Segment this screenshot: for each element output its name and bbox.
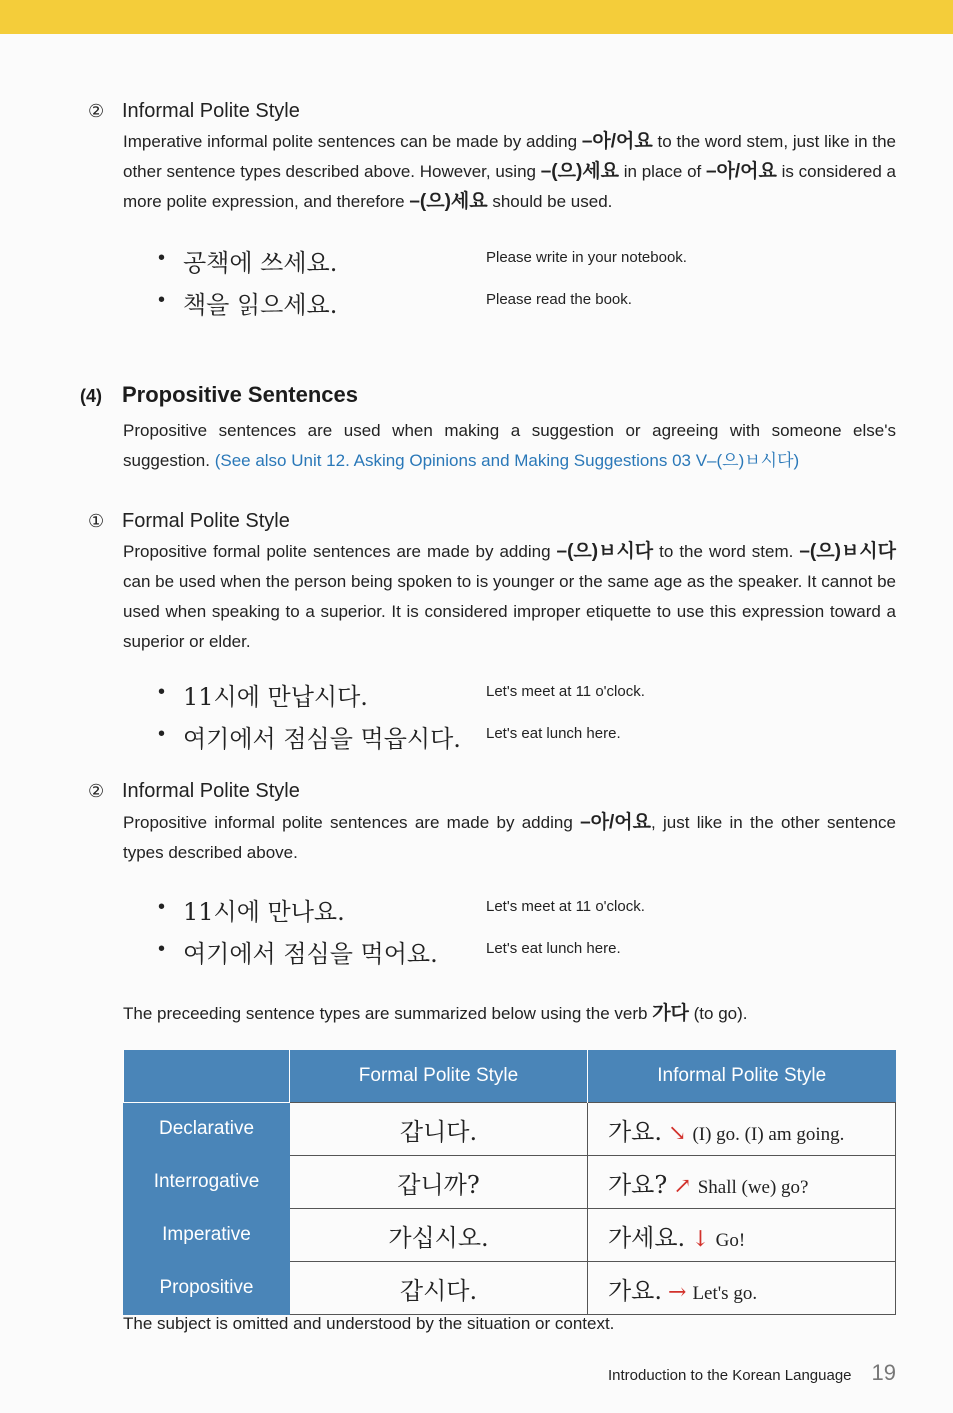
text: Propositive informal polite sentences are made by adding xyxy=(123,813,581,832)
bullet-icon: • xyxy=(158,938,166,960)
grammar-marker: –아/어요 xyxy=(705,161,777,182)
column-header-formal: Formal Polite Style xyxy=(290,1050,588,1103)
informal-polite-paragraph xyxy=(123,808,896,868)
formal-form: 갑시다. xyxy=(290,1262,588,1315)
heading-number: ② xyxy=(88,781,105,801)
imperative-informal-paragraph xyxy=(123,127,896,217)
bullet-icon: • xyxy=(158,896,166,918)
gloss: Shall (we) go? xyxy=(697,1176,809,1198)
summary-table xyxy=(123,1050,896,1315)
level-intonation-icon: → xyxy=(668,1279,687,1305)
korean-sentence: 책을 읽으세요. xyxy=(183,291,338,319)
informal-cell xyxy=(588,1262,896,1315)
text: to the word stem, just like in the other sentence types described above. However, using xyxy=(123,132,896,181)
heading-number: ① xyxy=(88,511,105,531)
grammar-marker: –(으)ㅂ시다 xyxy=(556,541,654,562)
example-sentence xyxy=(158,892,858,932)
heading-title: Formal Polite Style xyxy=(122,510,290,532)
informal-form: 가요? xyxy=(608,1170,668,1199)
english-translation: Please write in your notebook. xyxy=(486,249,687,266)
row-header: Declarative xyxy=(124,1103,290,1156)
row-header: Imperative xyxy=(124,1209,290,1262)
table-row xyxy=(124,1156,896,1209)
cross-reference-link[interactable]: (See also Unit 12. Asking Opinions and Making Suggestions 03 V–(으)ㅂ시다) xyxy=(214,451,800,470)
informal-form: 가요. xyxy=(608,1117,662,1146)
table-row xyxy=(124,1103,896,1156)
example-sentence xyxy=(158,719,858,759)
example-sentence xyxy=(158,677,858,717)
formal-form: 갑니까? xyxy=(290,1156,588,1209)
page-footer xyxy=(608,1360,896,1386)
text: Imperative informal polite sentences can be made by adding xyxy=(123,132,582,151)
example-sentence xyxy=(158,243,858,283)
text: to the word stem. xyxy=(653,542,800,561)
gloss: Let's go. xyxy=(692,1282,758,1304)
korean-sentence: 여기에서 점심을 먹읍시다. xyxy=(183,725,461,753)
formal-polite-paragraph xyxy=(123,537,896,657)
heading-title: Propositive Sentences xyxy=(122,382,358,407)
text: should be used. xyxy=(487,192,613,211)
bullet-icon: • xyxy=(158,289,166,311)
top-color-bar xyxy=(0,0,953,34)
imperative-informal-heading xyxy=(88,100,300,123)
heading-title: Informal Polite Style xyxy=(122,100,300,122)
text: The preceeding sentence types are summarized below using the verb xyxy=(123,1004,653,1023)
informal-form: 가요. xyxy=(608,1276,662,1305)
korean-sentence: 11시에 만나요. xyxy=(183,898,345,926)
bullet-icon: • xyxy=(158,723,166,745)
row-header: Interrogative xyxy=(124,1156,290,1209)
english-translation: Let's meet at 11 o'clock. xyxy=(486,898,645,915)
grammar-marker: –(으)세요 xyxy=(540,161,620,182)
korean-sentence: 11시에 만납시다. xyxy=(183,683,368,711)
row-header: Propositive xyxy=(124,1262,290,1315)
korean-sentence: 여기에서 점심을 먹어요. xyxy=(183,940,438,968)
english-translation: Let's eat lunch here. xyxy=(486,725,621,742)
heading-number: ② xyxy=(88,101,105,121)
column-header-informal: Informal Polite Style xyxy=(588,1050,896,1103)
formal-form: 갑니다. xyxy=(290,1103,588,1156)
table-row xyxy=(124,1262,896,1315)
down-intonation-icon: ↓ xyxy=(691,1226,710,1252)
example-sentence xyxy=(158,285,858,325)
table-row xyxy=(124,1209,896,1262)
bullet-icon: • xyxy=(158,681,166,703)
grammar-marker: –(으)세요 xyxy=(409,191,488,212)
text: , just like in the other sentence types described above. xyxy=(123,813,896,862)
formal-polite-heading xyxy=(88,510,290,533)
text: Propositive sentences are used when making a suggestion or agreeing with someone else's suggestion. xyxy=(123,421,896,470)
falling-intonation-icon: ↘ xyxy=(668,1120,687,1146)
text: is considered a more polite expression, and therefore xyxy=(123,162,896,211)
grammar-marker: –아/어요 xyxy=(580,812,651,833)
informal-form: 가세요. xyxy=(608,1223,686,1252)
table-note: The subject is omitted and understood by the situation or context. xyxy=(123,1314,615,1333)
gloss: (I) go. (I) am going. xyxy=(692,1123,845,1145)
informal-cell xyxy=(588,1209,896,1262)
verb: 가다 xyxy=(652,1003,689,1024)
informal-polite-heading xyxy=(88,780,300,803)
text: can be used when the person being spoken to is younger or the same age as the speaker. It cannot be used when speaking to a superior. It is considered improper etiquette to use this expression toward a superior or elder. xyxy=(123,572,896,651)
table-header-row xyxy=(124,1050,896,1103)
propositive-heading xyxy=(80,382,358,408)
gloss: Go! xyxy=(715,1229,746,1251)
text: in place of xyxy=(619,162,706,181)
example-sentence xyxy=(158,934,858,974)
text: Propositive formal polite sentences are made by adding xyxy=(123,542,557,561)
english-translation: Please read the book. xyxy=(486,291,632,308)
informal-cell xyxy=(588,1103,896,1156)
korean-sentence: 공책에 쓰세요. xyxy=(183,249,338,277)
grammar-marker: –(으)ㅂ시다 xyxy=(799,541,896,562)
propositive-paragraph xyxy=(123,416,896,476)
heading-title: Informal Polite Style xyxy=(122,780,300,802)
summary-intro xyxy=(123,999,896,1029)
heading-number: (4) xyxy=(80,386,102,406)
book-title: Introduction to the Korean Language xyxy=(607,1367,852,1384)
informal-cell xyxy=(588,1156,896,1209)
formal-form: 가십시오. xyxy=(290,1209,588,1262)
rising-intonation-icon: ↗ xyxy=(673,1173,692,1199)
english-translation: Let's meet at 11 o'clock. xyxy=(486,683,645,700)
grammar-marker: –아/어요 xyxy=(581,131,653,152)
page-number: 19 xyxy=(871,1360,896,1385)
english-translation: Let's eat lunch here. xyxy=(486,940,621,957)
bullet-icon: • xyxy=(158,247,166,269)
table-corner-cell xyxy=(124,1050,290,1103)
text: (to go). xyxy=(688,1004,748,1023)
